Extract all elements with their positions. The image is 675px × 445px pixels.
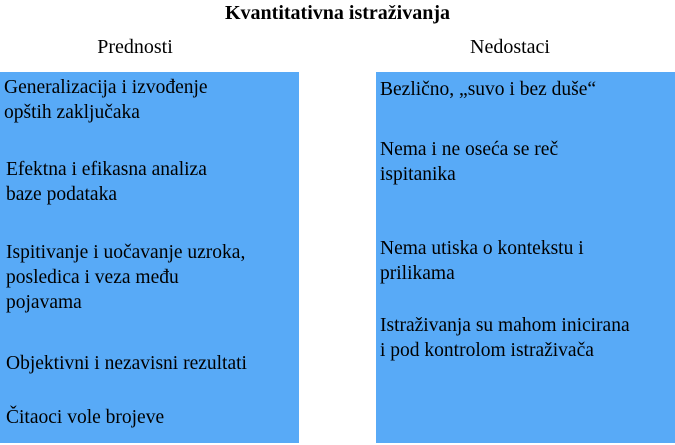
list-item-line: ispitanika bbox=[380, 164, 456, 185]
list-item bbox=[4, 75, 208, 125]
list-item-line: pojavama bbox=[6, 292, 82, 313]
list-item bbox=[6, 240, 245, 315]
list-item-line: Nema utiska o kontekstu i bbox=[380, 238, 584, 259]
list-item-line: Čitaoci vole brojeve bbox=[6, 407, 165, 428]
list-item-line: i pod kontrolom istraživača bbox=[380, 340, 594, 361]
list-item bbox=[6, 405, 164, 430]
list-item bbox=[6, 351, 247, 376]
list-item-line: Ispitivanje i uočavanje uzroka, bbox=[6, 242, 246, 263]
list-item-line: Efektna i efikasna analiza bbox=[6, 159, 207, 180]
heading-prednosti: Prednosti bbox=[97, 36, 173, 58]
list-item-line: Generalizacija i izvođenje bbox=[4, 77, 208, 98]
list-item-line: Objektivni i nezavisni rezultati bbox=[6, 353, 247, 374]
list-item-line: Istraživanja su mahom inicirana bbox=[380, 315, 630, 336]
list-item bbox=[380, 77, 596, 102]
list-item bbox=[380, 313, 630, 363]
heading-nedostaci: Nedostaci bbox=[470, 36, 550, 58]
list-item bbox=[380, 137, 558, 187]
list-item bbox=[380, 236, 584, 286]
list-item-line: opštih zaključaka bbox=[4, 102, 140, 123]
list-item-line: baze podataka bbox=[6, 184, 117, 205]
list-item-line: prilikama bbox=[380, 263, 455, 284]
diagram-title: Kvantitativna istraživanja bbox=[225, 2, 450, 24]
list-item bbox=[6, 157, 207, 207]
list-item-line: posledica i veza među bbox=[6, 267, 179, 288]
list-item-line: Nema i ne oseća se reč bbox=[380, 139, 559, 160]
list-item-line: Bezlično, „suvo i bez duše“ bbox=[380, 79, 597, 100]
